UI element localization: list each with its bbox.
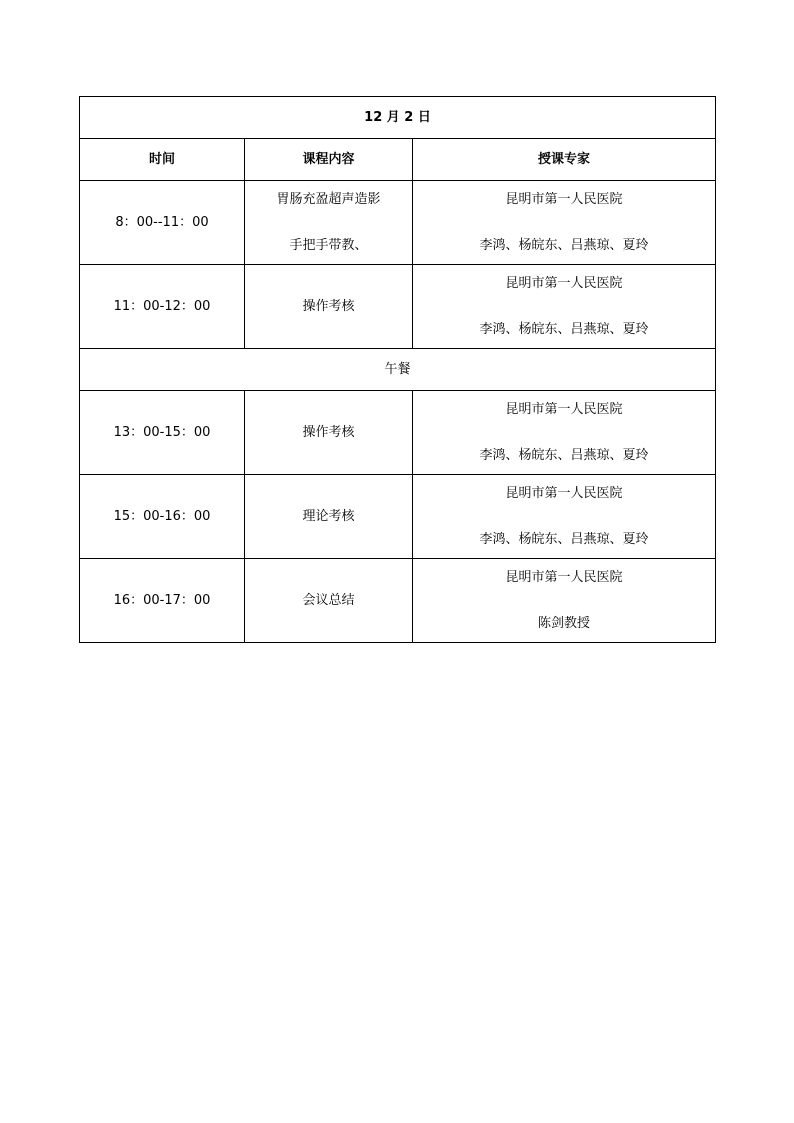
table-row	[80, 475, 716, 559]
course-cell: 会议总结	[245, 559, 413, 643]
expert-names: 李鸿、杨皖东、吕燕琼、夏玲	[479, 447, 649, 463]
expert-cell	[413, 181, 716, 265]
column-header-course: 课程内容	[245, 139, 413, 181]
column-header-expert: 授课专家	[413, 139, 716, 181]
time-cell: 8：00--11：00	[80, 181, 245, 265]
table-row	[80, 391, 716, 475]
date-row	[80, 97, 716, 139]
expert-hospital: 昆明市第一人民医院	[505, 275, 623, 291]
expert-names: 李鸿、杨皖东、吕燕琼、夏玲	[479, 531, 649, 547]
course-line: 胃肠充盈超声造影	[276, 191, 381, 207]
course-line: 手把手带教、	[289, 237, 368, 253]
time-cell: 13：00-15：00	[80, 391, 245, 475]
header-row	[80, 139, 716, 181]
date-header: 12 月 2 日	[80, 97, 716, 139]
course-cell: 操作考核	[245, 391, 413, 475]
expert-hospital: 昆明市第一人民医院	[505, 191, 623, 207]
course-cell: 理论考核	[245, 475, 413, 559]
expert-hospital: 昆明市第一人民医院	[505, 485, 623, 501]
expert-cell	[413, 475, 716, 559]
course-cell: 操作考核	[245, 265, 413, 349]
schedule-table	[79, 96, 716, 643]
expert-cell	[413, 559, 716, 643]
expert-hospital: 昆明市第一人民医院	[505, 569, 623, 585]
expert-names: 李鸿、杨皖东、吕燕琼、夏玲	[479, 237, 649, 253]
expert-names: 陈剑教授	[538, 615, 591, 631]
expert-names: 李鸿、杨皖东、吕燕琼、夏玲	[479, 321, 649, 337]
column-header-time: 时间	[80, 139, 245, 181]
time-cell: 15：00-16：00	[80, 475, 245, 559]
table-row	[80, 265, 716, 349]
table-row	[80, 559, 716, 643]
expert-hospital: 昆明市第一人民医院	[505, 401, 623, 417]
expert-cell	[413, 391, 716, 475]
table-row	[80, 181, 716, 265]
lunch-row	[80, 349, 716, 391]
course-cell	[245, 181, 413, 265]
time-cell: 16：00-17：00	[80, 559, 245, 643]
expert-cell	[413, 265, 716, 349]
lunch-cell: 午餐	[80, 349, 716, 391]
time-cell: 11：00-12：00	[80, 265, 245, 349]
